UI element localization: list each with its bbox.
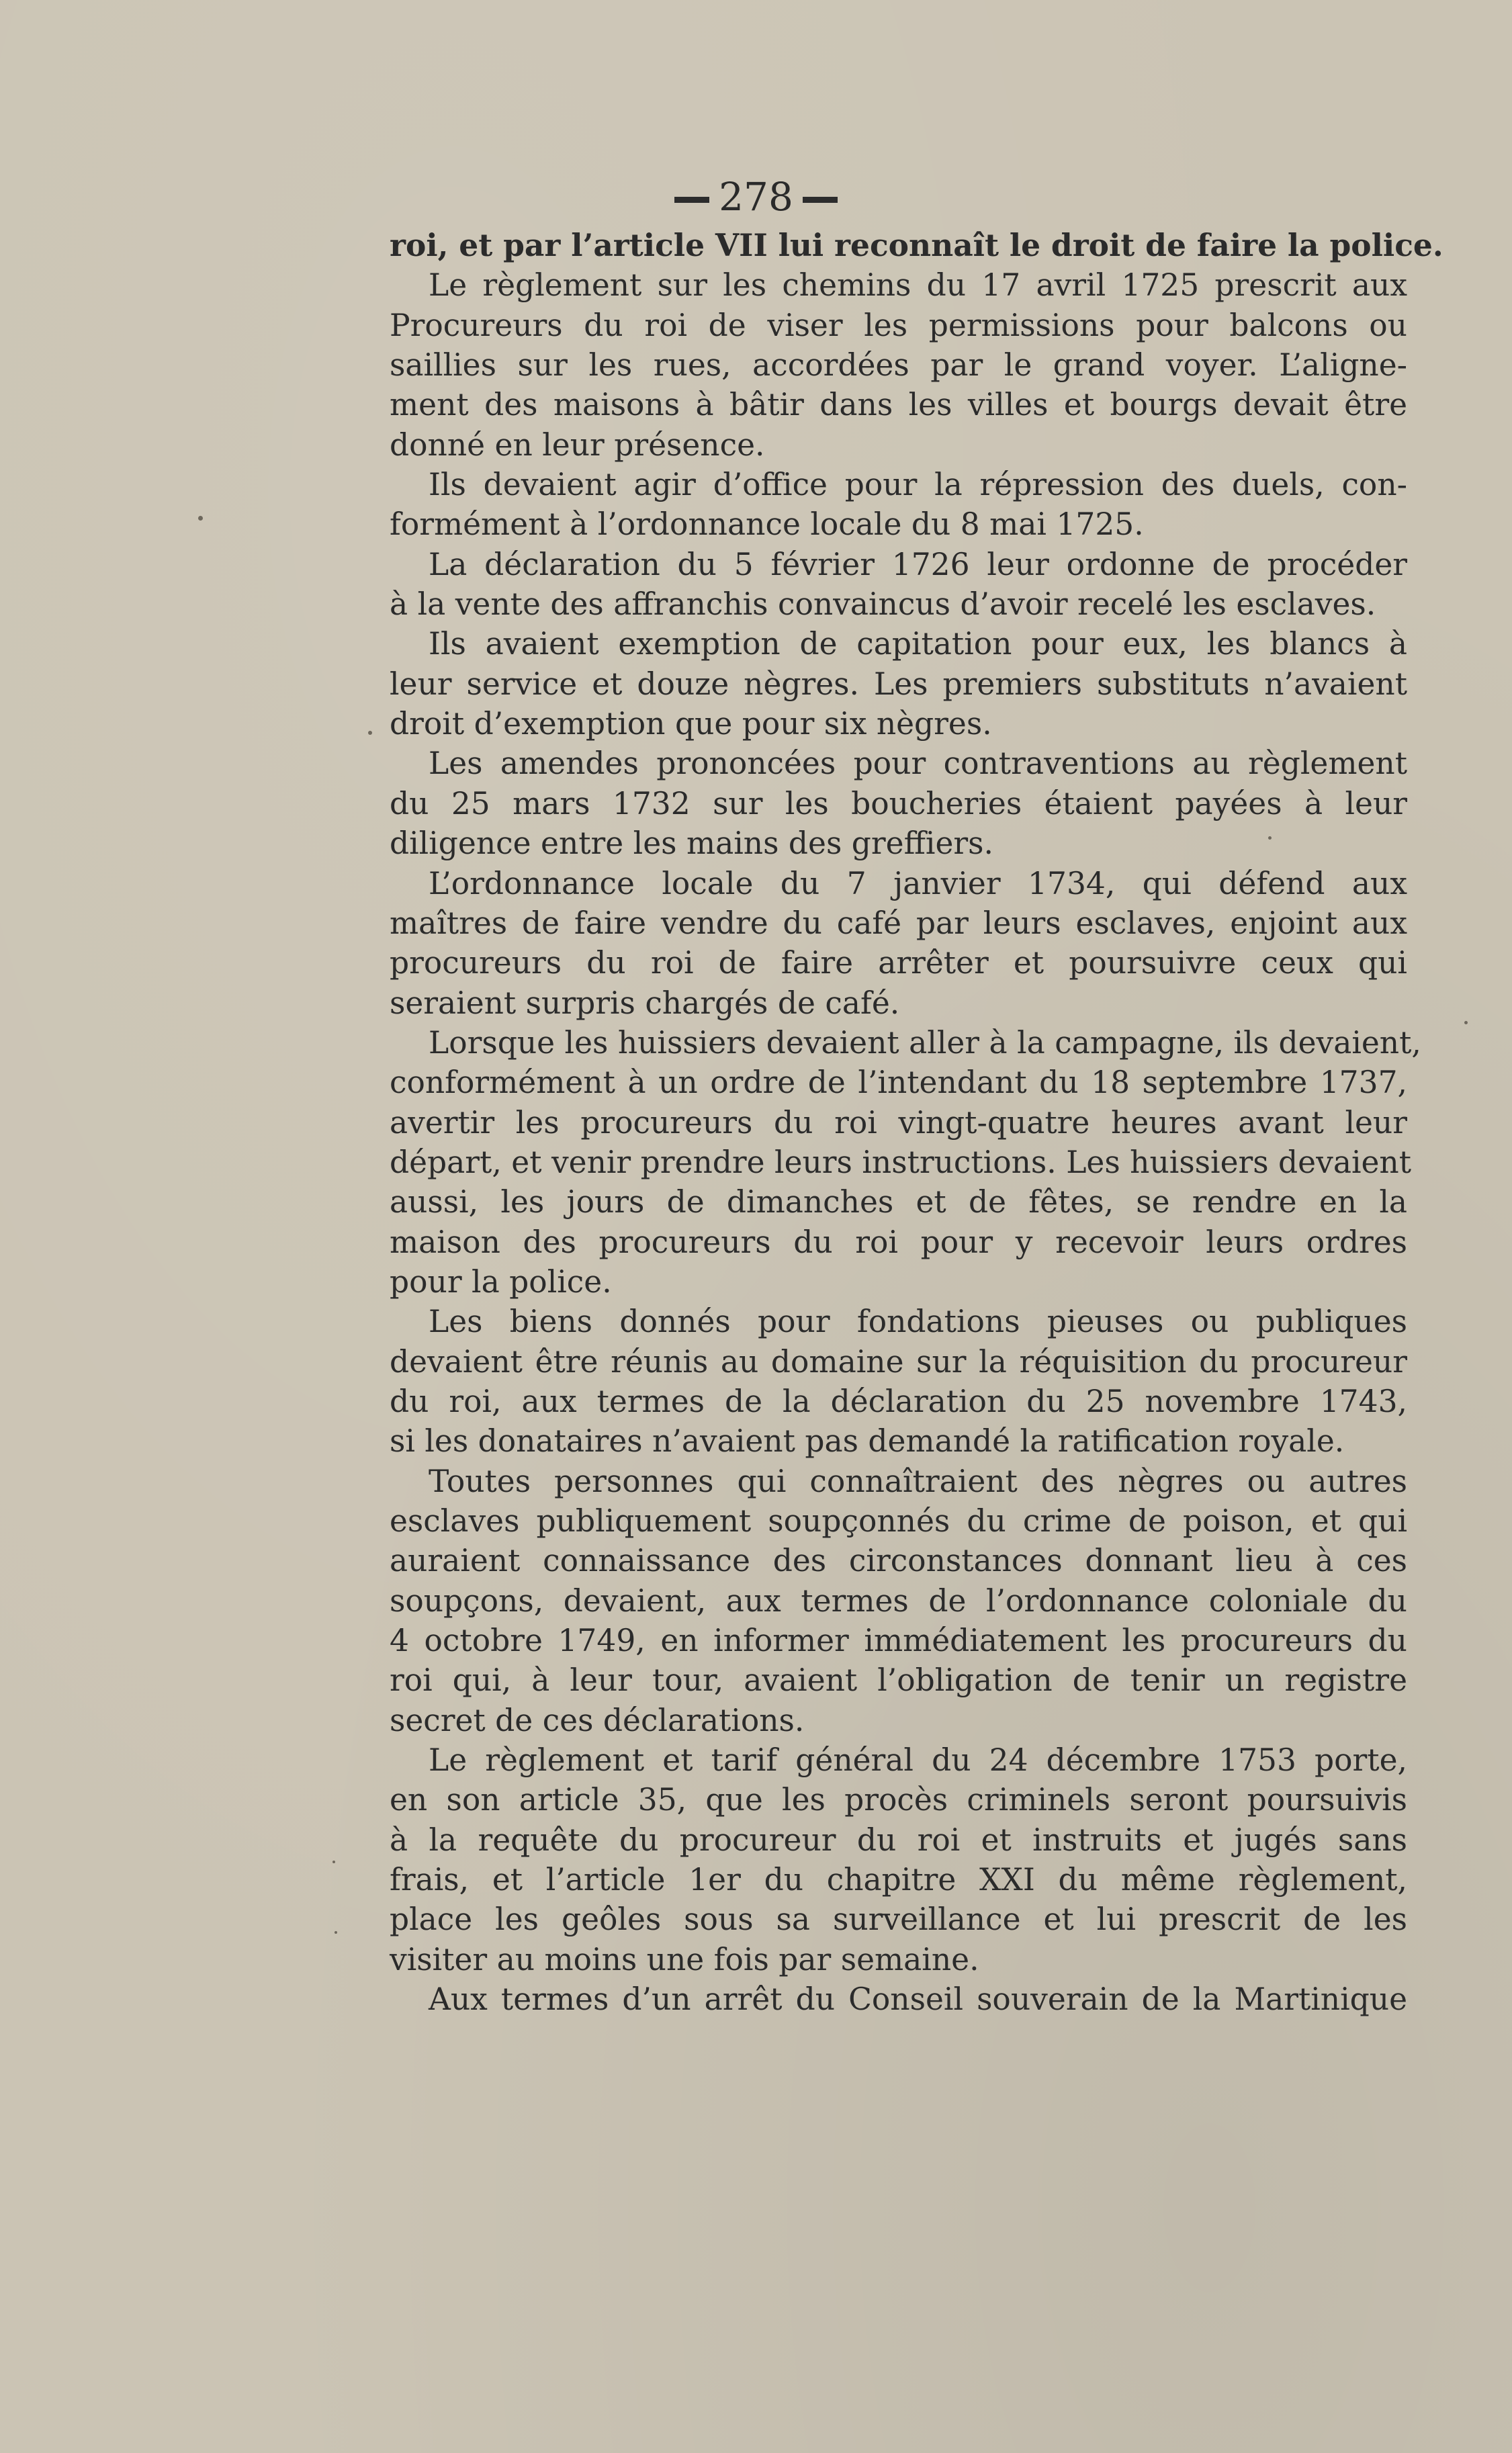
text-line: Lorsque les huissiers devaient aller à la campagne, ils devaient,	[429, 1024, 1421, 1061]
text-line: saillies sur les rues, accordées par le grand voyer. L’aligne-	[390, 347, 1407, 384]
text-line: conformément à un ordre de l’intendant du 18 septembre 1737,	[390, 1065, 1407, 1101]
text-line: soupçons, devaient, aux termes de l’ordonnance coloniale du	[390, 1582, 1407, 1619]
paper-speck	[1464, 1021, 1468, 1024]
text-line: leur service et douze nègres. Les premiers substituts n’avaient	[390, 666, 1407, 702]
text-line: avertir les procureurs du roi vingt-quatre heures avant leur	[390, 1104, 1407, 1141]
text-line: formément à l’ordonnance locale du 8 mai 1725.	[390, 506, 1144, 543]
paper-speck	[332, 1861, 335, 1863]
text-line: départ, et venir prendre leurs instructions. Les huissiers devaient	[390, 1144, 1412, 1180]
text-line: si les donataires n’avaient pas demandé la ratification royale.	[390, 1423, 1345, 1460]
text-line: Ils avaient exemption de capitation pour eux, les blancs à	[429, 626, 1407, 662]
text-line: diligence entre les mains des greffiers.	[390, 826, 993, 862]
text-line: visiter au moins une fois par semaine.	[390, 1941, 979, 1977]
text-line: esclaves publiquement soupçonnés du crime de poison, et qui	[390, 1503, 1407, 1539]
text-line: secret de ces déclarations.	[390, 1702, 805, 1738]
text-line: procureurs du roi de faire arrêter et poursuivre ceux qui	[390, 945, 1407, 981]
text-line: donné en leur présence.	[390, 427, 765, 463]
text-line: en son article 35, que les procès criminels seront poursuivis	[390, 1782, 1407, 1818]
text-line: pour la police.	[390, 1263, 612, 1300]
header-dash-left	[674, 197, 709, 203]
text-line: du roi, aux termes de la déclaration du 25 novembre 1743,	[390, 1383, 1407, 1419]
text-line: Les biens donnés pour fondations pieuses ou publiques	[429, 1304, 1407, 1340]
page-header	[0, 173, 1512, 220]
text-line: maîtres de faire vendre du café par leurs esclaves, enjoint aux	[390, 905, 1407, 941]
text-line: roi qui, à leur tour, avaient l’obligation de tenir un registre	[390, 1662, 1407, 1699]
paper-speck	[198, 516, 203, 521]
text-line: frais, et l’article 1er du chapitre XXI du même règlement,	[390, 1862, 1407, 1898]
text-line: Les amendes prononcées pour contraventions au règlement	[429, 746, 1407, 782]
text-line: 4 octobre 1749, en informer immédiatement les procureurs du	[390, 1623, 1407, 1659]
text-line: Procureurs du roi de viser les permissions pour balcons ou	[390, 307, 1407, 343]
header-dash-right	[803, 197, 838, 203]
text-line: seraient surpris chargés de café.	[390, 985, 900, 1021]
paper-speck	[368, 731, 372, 735]
text-line: Le règlement et tarif général du 24 décembre 1753 porte,	[429, 1742, 1407, 1779]
text-line: du 25 mars 1732 sur les boucheries étaient payées à leur	[390, 785, 1407, 821]
text-line: devaient être réunis au domaine sur la réquisition du procureur	[390, 1343, 1407, 1380]
text-line: Toutes personnes qui connaîtraient des nègres ou autres	[429, 1463, 1407, 1499]
text-line: droit d’exemption que pour six nègres.	[390, 706, 992, 742]
text-line: ment des maisons à bâtir dans les villes et bourgs devait être	[390, 387, 1407, 423]
text-line: aussi, les jours de dimanches et de fêtes, se rendre en la	[390, 1184, 1407, 1220]
text-line: roi, et par l’article VII lui reconnaît le droit de faire la police.	[390, 227, 1443, 263]
text-line: à la vente des affranchis convaincus d’avoir recelé les esclaves.	[390, 586, 1376, 623]
text-line: La déclaration du 5 février 1726 leur ordonne de procéder	[429, 546, 1407, 582]
paper-speck	[335, 1931, 337, 1934]
text-line: auraient connaissance des circonstances donnant lieu à ces	[390, 1543, 1407, 1579]
text-line: place les geôles sous sa surveillance et lui prescrit de les	[390, 1902, 1407, 1938]
text-line: à la requête du procureur du roi et instruits et jugés sans	[390, 1822, 1407, 1858]
text-line: Le règlement sur les chemins du 17 avril 1725 prescrit aux	[429, 267, 1407, 304]
paper-speck	[1268, 836, 1272, 840]
text-line: Ils devaient agir d’office pour la répression des duels, con-	[429, 467, 1407, 503]
text-line: Aux termes d’un arrêt du Conseil souverain de la Martinique	[429, 1981, 1407, 2018]
text-line: L’ordonnance locale du 7 janvier 1734, qui défend aux	[429, 865, 1407, 901]
body-text	[390, 226, 1443, 2019]
text-line: maison des procureurs du roi pour y recevoir leurs ordres	[390, 1224, 1407, 1260]
page-number: 278	[719, 174, 793, 220]
